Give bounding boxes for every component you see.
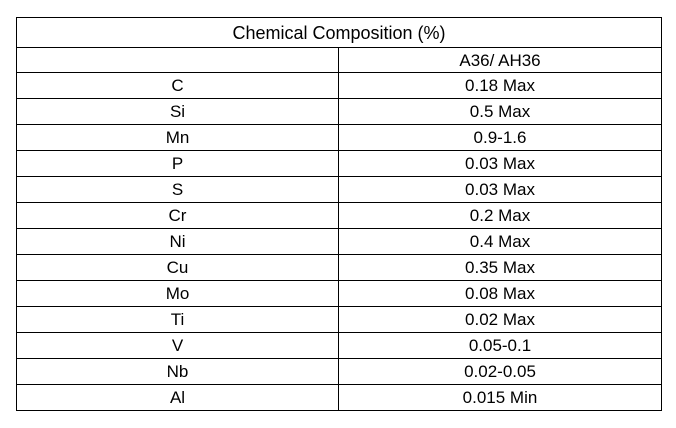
value-cell: 0.03 Max <box>339 177 662 203</box>
table-row <box>17 125 662 151</box>
element-cell: Nb <box>17 359 339 385</box>
value-cell: 0.9-1.6 <box>339 125 662 151</box>
table-header-row <box>17 48 662 73</box>
header-grade-cell: A36/ AH36 <box>339 48 662 73</box>
value-cell: 0.015 Min <box>339 385 662 411</box>
value-cell: 0.18 Max <box>339 73 662 99</box>
value-cell: 0.08 Max <box>339 281 662 307</box>
value-cell: 0.4 Max <box>339 229 662 255</box>
table-row <box>17 307 662 333</box>
table-row <box>17 151 662 177</box>
value-cell: 0.03 Max <box>339 151 662 177</box>
table-row <box>17 229 662 255</box>
table-title-row <box>17 18 662 48</box>
table-row <box>17 255 662 281</box>
table-row <box>17 333 662 359</box>
table-row <box>17 359 662 385</box>
table-row <box>17 73 662 99</box>
element-cell: Mo <box>17 281 339 307</box>
element-cell: V <box>17 333 339 359</box>
element-cell: C <box>17 73 339 99</box>
element-cell: Si <box>17 99 339 125</box>
table-title: Chemical Composition (%) <box>17 18 662 48</box>
chemical-composition-table <box>16 17 662 411</box>
element-cell: Ti <box>17 307 339 333</box>
table-row <box>17 203 662 229</box>
value-cell: 0.2 Max <box>339 203 662 229</box>
table-row <box>17 385 662 411</box>
value-cell: 0.02 Max <box>339 307 662 333</box>
value-cell: 0.5 Max <box>339 99 662 125</box>
table-row <box>17 99 662 125</box>
table-row <box>17 177 662 203</box>
element-cell: Mn <box>17 125 339 151</box>
element-cell: Ni <box>17 229 339 255</box>
value-cell: 0.02-0.05 <box>339 359 662 385</box>
header-element-cell <box>17 48 339 73</box>
element-cell: Cu <box>17 255 339 281</box>
element-cell: Al <box>17 385 339 411</box>
element-cell: Cr <box>17 203 339 229</box>
element-cell: S <box>17 177 339 203</box>
element-cell: P <box>17 151 339 177</box>
value-cell: 0.35 Max <box>339 255 662 281</box>
value-cell: 0.05-0.1 <box>339 333 662 359</box>
table-row <box>17 281 662 307</box>
